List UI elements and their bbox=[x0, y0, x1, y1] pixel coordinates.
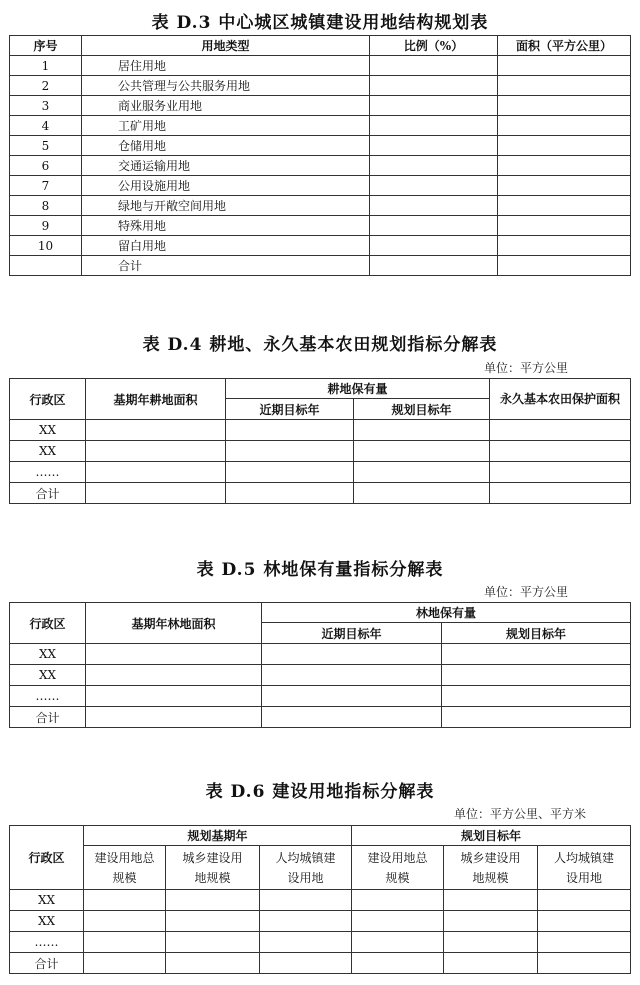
data-cell bbox=[84, 890, 166, 911]
table-row bbox=[10, 890, 631, 911]
data-cell bbox=[490, 462, 631, 483]
row-no: 2 bbox=[10, 76, 82, 96]
col-header-ratio: 比例（%） bbox=[370, 36, 498, 56]
data-cell bbox=[538, 890, 631, 911]
row-land-type: 特殊用地 bbox=[82, 216, 370, 236]
row-no: 8 bbox=[10, 196, 82, 216]
data-cell bbox=[226, 441, 354, 462]
row-area-cell bbox=[498, 196, 631, 216]
row-region: 合计 bbox=[10, 953, 84, 974]
data-cell bbox=[260, 932, 352, 953]
table-row bbox=[10, 665, 631, 686]
col-header-cropland-keep: 耕地保有量 bbox=[226, 379, 490, 399]
row-area-cell bbox=[498, 176, 631, 196]
row-region: …… bbox=[10, 932, 84, 953]
row-region: 合计 bbox=[10, 483, 86, 504]
row-land-type: 绿地与开敞空间用地 bbox=[82, 196, 370, 216]
row-region: XX bbox=[10, 890, 84, 911]
table-d6 bbox=[9, 825, 631, 974]
row-land-type: 留白用地 bbox=[82, 236, 370, 256]
data-cell bbox=[86, 483, 226, 504]
data-cell bbox=[538, 932, 631, 953]
row-area-cell bbox=[498, 156, 631, 176]
data-cell bbox=[442, 707, 631, 728]
row-land-type: 合计 bbox=[82, 256, 370, 276]
row-land-type: 交通运输用地 bbox=[82, 156, 370, 176]
data-cell bbox=[226, 483, 354, 504]
row-ratio-cell bbox=[370, 196, 498, 216]
data-cell bbox=[352, 890, 444, 911]
data-cell bbox=[86, 707, 262, 728]
data-cell bbox=[86, 420, 226, 441]
row-ratio-cell bbox=[370, 176, 498, 196]
row-region: XX bbox=[10, 665, 86, 686]
row-region: …… bbox=[10, 686, 86, 707]
col-header-base-forest: 基期年林地面积 bbox=[86, 603, 262, 644]
row-area-cell bbox=[498, 256, 631, 276]
data-cell bbox=[490, 483, 631, 504]
data-cell bbox=[166, 890, 260, 911]
row-region: 合计 bbox=[10, 707, 86, 728]
data-cell bbox=[86, 441, 226, 462]
data-cell bbox=[260, 911, 352, 932]
col-header-region: 行政区 bbox=[10, 603, 86, 644]
data-cell bbox=[490, 441, 631, 462]
table-row bbox=[10, 156, 631, 176]
table-d3 bbox=[9, 35, 631, 276]
row-land-type: 公共管理与公共服务用地 bbox=[82, 76, 370, 96]
table-row bbox=[10, 196, 631, 216]
data-cell bbox=[86, 462, 226, 483]
row-ratio-cell bbox=[370, 116, 498, 136]
data-cell bbox=[86, 686, 262, 707]
row-land-type: 居住用地 bbox=[82, 56, 370, 76]
table-row bbox=[10, 136, 631, 156]
row-area-cell bbox=[498, 116, 631, 136]
table-row bbox=[10, 56, 631, 76]
data-cell bbox=[226, 420, 354, 441]
data-cell bbox=[354, 420, 490, 441]
table-row-total bbox=[10, 483, 631, 504]
data-cell bbox=[226, 462, 354, 483]
row-ratio-cell bbox=[370, 216, 498, 236]
col-header-urban-rural-scale: 城乡建设用地规模 bbox=[444, 846, 538, 890]
data-cell bbox=[538, 911, 631, 932]
table-d3-header-row bbox=[10, 36, 631, 56]
row-ratio-cell bbox=[370, 96, 498, 116]
col-header-plan-year: 规划目标年 bbox=[354, 399, 490, 420]
row-no: 1 bbox=[10, 56, 82, 76]
table-d6-title: 表 D.6 建设用地指标分解表 bbox=[205, 782, 435, 802]
row-land-type: 仓储用地 bbox=[82, 136, 370, 156]
table-row bbox=[10, 76, 631, 96]
col-header-region: 行政区 bbox=[10, 826, 84, 890]
row-region: XX bbox=[10, 644, 86, 665]
data-cell bbox=[444, 890, 538, 911]
data-cell bbox=[260, 890, 352, 911]
data-cell bbox=[166, 911, 260, 932]
table-row bbox=[10, 462, 631, 483]
data-cell bbox=[354, 441, 490, 462]
table-d5-title: 表 D.5 林地保有量指标分解表 bbox=[196, 560, 444, 580]
row-no: 10 bbox=[10, 236, 82, 256]
table-row bbox=[10, 216, 631, 236]
table-row bbox=[10, 420, 631, 441]
col-header-total-scale: 建设用地总规模 bbox=[84, 846, 166, 890]
table-d5-unit: 单位：平方公里 bbox=[484, 585, 569, 599]
row-no: 5 bbox=[10, 136, 82, 156]
col-header-base-cropland: 基期年耕地面积 bbox=[86, 379, 226, 420]
row-ratio-cell bbox=[370, 156, 498, 176]
data-cell bbox=[490, 420, 631, 441]
table-d4-unit: 单位：平方公里 bbox=[484, 361, 569, 375]
data-cell bbox=[84, 953, 166, 974]
col-header-no: 序号 bbox=[10, 36, 82, 56]
data-cell bbox=[166, 932, 260, 953]
data-cell bbox=[442, 665, 631, 686]
table-row bbox=[10, 441, 631, 462]
row-area-cell bbox=[498, 136, 631, 156]
col-header-target-year: 规划目标年 bbox=[352, 826, 631, 846]
data-cell bbox=[166, 953, 260, 974]
row-land-type: 工矿用地 bbox=[82, 116, 370, 136]
table-d4-title: 表 D.4 耕地、永久基本农田规划指标分解表 bbox=[142, 335, 498, 355]
table-row bbox=[10, 176, 631, 196]
col-header-per-capita: 人均城镇建设用地 bbox=[538, 846, 631, 890]
row-ratio-cell bbox=[370, 236, 498, 256]
col-header-area: 面积（平方公里） bbox=[498, 36, 631, 56]
row-no: 9 bbox=[10, 216, 82, 236]
row-ratio-cell bbox=[370, 56, 498, 76]
table-row-total bbox=[10, 953, 631, 974]
row-area-cell bbox=[498, 56, 631, 76]
row-area-cell bbox=[498, 96, 631, 116]
col-header-near-year: 近期目标年 bbox=[262, 623, 442, 644]
row-no: 7 bbox=[10, 176, 82, 196]
row-region: XX bbox=[10, 911, 84, 932]
table-row bbox=[10, 96, 631, 116]
data-cell bbox=[84, 911, 166, 932]
table-row bbox=[10, 911, 631, 932]
table-row bbox=[10, 116, 631, 136]
table-row bbox=[10, 686, 631, 707]
row-ratio-cell bbox=[370, 76, 498, 96]
data-cell bbox=[352, 932, 444, 953]
data-cell bbox=[352, 911, 444, 932]
data-cell bbox=[444, 953, 538, 974]
row-land-type: 商业服务业用地 bbox=[82, 96, 370, 116]
col-header-forest-keep: 林地保有量 bbox=[262, 603, 631, 623]
table-row-total bbox=[10, 256, 631, 276]
table-d5 bbox=[9, 602, 631, 728]
table-row bbox=[10, 644, 631, 665]
data-cell bbox=[262, 665, 442, 686]
row-area-cell bbox=[498, 236, 631, 256]
data-cell bbox=[444, 911, 538, 932]
data-cell bbox=[262, 707, 442, 728]
table-d3-title: 表 D.3 中心城区城镇建设用地结构规划表 bbox=[151, 13, 489, 33]
row-ratio-cell bbox=[370, 256, 498, 276]
data-cell bbox=[444, 932, 538, 953]
data-cell bbox=[538, 953, 631, 974]
row-area-cell bbox=[498, 216, 631, 236]
table-row-total bbox=[10, 707, 631, 728]
table-d4 bbox=[9, 378, 631, 504]
row-no: 4 bbox=[10, 116, 82, 136]
col-header-per-capita: 人均城镇建设用地 bbox=[260, 846, 352, 890]
data-cell bbox=[260, 953, 352, 974]
row-region: XX bbox=[10, 420, 86, 441]
col-header-near-year: 近期目标年 bbox=[226, 399, 354, 420]
data-cell bbox=[84, 932, 166, 953]
data-cell bbox=[262, 644, 442, 665]
data-cell bbox=[86, 665, 262, 686]
row-region: XX bbox=[10, 441, 86, 462]
data-cell bbox=[86, 644, 262, 665]
data-cell bbox=[352, 953, 444, 974]
data-cell bbox=[354, 462, 490, 483]
table-d6-unit: 单位：平方公里、平方米 bbox=[454, 807, 587, 821]
row-no bbox=[10, 256, 82, 276]
col-header-base-year: 规划基期年 bbox=[84, 826, 352, 846]
col-header-region: 行政区 bbox=[10, 379, 86, 420]
col-header-urban-rural-scale: 城乡建设用地规模 bbox=[166, 846, 260, 890]
row-ratio-cell bbox=[370, 136, 498, 156]
data-cell bbox=[442, 644, 631, 665]
col-header-total-scale: 建设用地总规模 bbox=[352, 846, 444, 890]
col-header-plan-year: 规划目标年 bbox=[442, 623, 631, 644]
table-row bbox=[10, 932, 631, 953]
row-area-cell bbox=[498, 76, 631, 96]
data-cell bbox=[262, 686, 442, 707]
table-row bbox=[10, 236, 631, 256]
row-land-type: 公用设施用地 bbox=[82, 176, 370, 196]
data-cell bbox=[442, 686, 631, 707]
data-cell bbox=[354, 483, 490, 504]
row-no: 3 bbox=[10, 96, 82, 116]
row-no: 6 bbox=[10, 156, 82, 176]
col-header-land-type: 用地类型 bbox=[82, 36, 370, 56]
col-header-protect-area: 永久基本农田保护面积 bbox=[490, 379, 631, 420]
row-region: …… bbox=[10, 462, 86, 483]
